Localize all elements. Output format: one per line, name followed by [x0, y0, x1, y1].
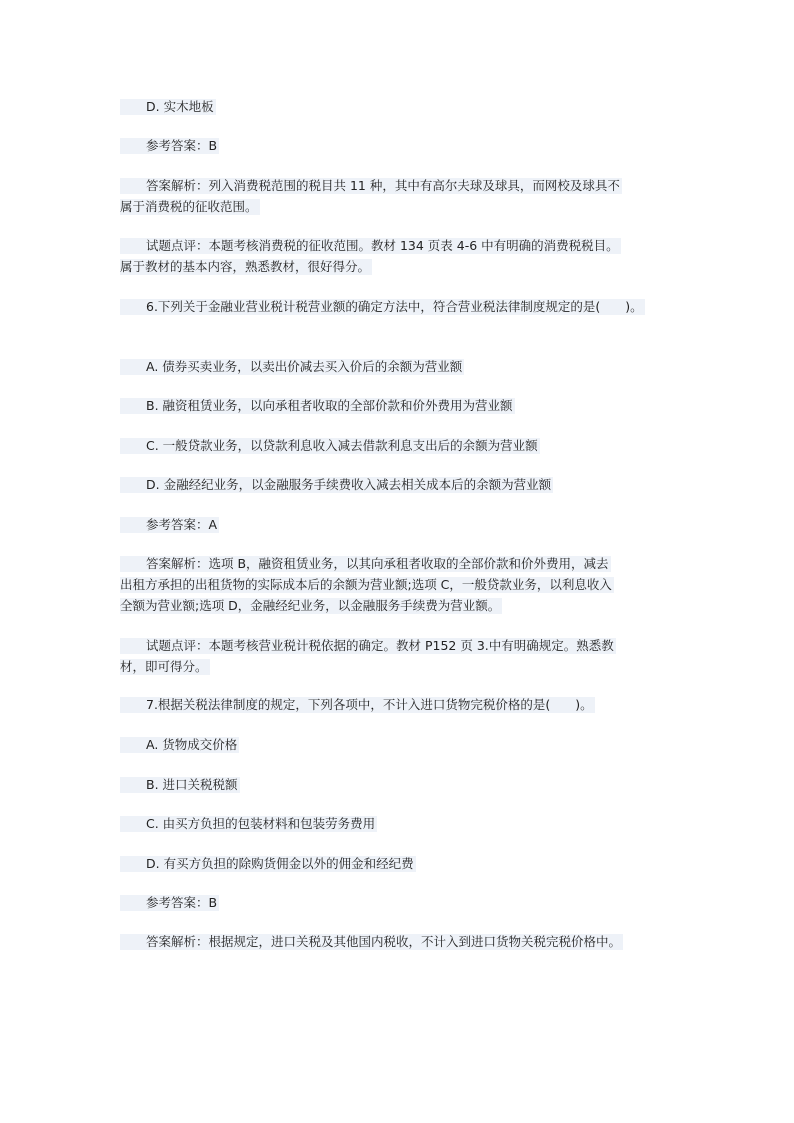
q6-comment: 试题点评：本题考核营业税计税依据的确定。教材 P152 页 3.中有明确规定。熟悉教	[120, 635, 616, 656]
q5-comment: 试题点评：本题考核消费税的征收范围。教材 134 页表 4-6 中有明确的消费税税目。	[120, 235, 621, 256]
q7-option-c: C. 由买方负担的包装材料和包装劳务费用	[120, 813, 377, 834]
q6-answer: 参考答案：A	[120, 514, 219, 535]
q6-option-c: C. 一般贷款业务，以贷款利息收入减去借款利息支出后的余额为营业额	[120, 435, 540, 456]
q5-option-d: D. 实木地板	[120, 96, 216, 117]
q6-analysis-cont-2: 全额为营业额;选项 D，金融经纪业务，以金融服务手续费为营业额。	[120, 598, 501, 613]
q5-analysis-cont: 属于消费税的征收范围。	[120, 199, 258, 214]
q6-option-b: B. 融资租赁业务，以向承租者收取的全部价款和价外费用为营业额	[120, 395, 515, 416]
q6-option-d: D. 金融经纪业务，以金融服务手续费收入减去相关成本后的余额为营业额	[120, 474, 553, 495]
q7-option-b: B. 进口关税税额	[120, 774, 240, 795]
q6-option-a: A. 债券买卖业务，以卖出价减去买入价后的余额为营业额	[120, 356, 464, 377]
q7-analysis: 答案解析：根据规定，进口关税及其他国内税收，不计入到进口货物关税完税价格中。	[120, 931, 623, 952]
q7-question: 7.根据关税法律制度的规定，下列各项中，不计入进口货物完税价格的是( )。	[120, 694, 595, 715]
q7-answer: 参考答案：B	[120, 892, 219, 913]
q6-analysis-cont-1: 出租方承担的出租货物的实际成本后的余额为营业额;选项 C，一般贷款业务，以利息收入	[120, 577, 612, 592]
q7-option-a: A. 货物成交价格	[120, 734, 239, 755]
q6-comment-cont: 材，即可得分。	[120, 659, 208, 674]
q5-comment-cont: 属于教材的基本内容，熟悉教材，很好得分。	[120, 259, 371, 274]
q5-answer: 参考答案：B	[120, 135, 219, 156]
q6-analysis: 答案解析：选项 B，融资租赁业务，以其向承租者收取的全部价款和价外费用，减去	[120, 553, 611, 574]
q7-option-d: D. 有买方负担的除购货佣金以外的佣金和经纪费	[120, 853, 416, 874]
q5-analysis: 答案解析：列入消费税范围的税目共 11 种，其中有高尔夫球及球具，而网校及球具不	[120, 175, 622, 196]
q6-question: 6.下列关于金融业营业税计税营业额的确定方法中，符合营业税法律制度规定的是( )。	[120, 296, 645, 317]
